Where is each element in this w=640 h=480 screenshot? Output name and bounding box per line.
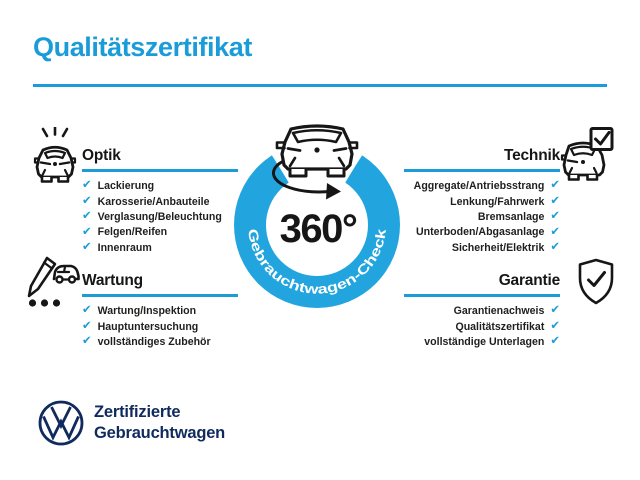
check-icon: ✔ [82, 335, 92, 348]
list-item [82, 319, 238, 334]
item-label: Sicherheit/Elektrik [451, 241, 545, 254]
list-item [82, 194, 238, 209]
section-wartung [82, 271, 238, 350]
section-title-wartung: Wartung [82, 272, 143, 289]
list-item [82, 304, 238, 319]
car-checkbox-icon [559, 126, 615, 182]
item-label: Lackierung [97, 180, 155, 193]
list-item [404, 240, 560, 255]
item-label: Lenkung/Fahrwerk [450, 195, 545, 208]
section-garantie [404, 271, 560, 350]
list-item [82, 240, 238, 255]
list-item [404, 319, 560, 334]
check-icon: ✔ [550, 210, 560, 223]
section-optik [82, 146, 238, 255]
brand-line-2: Gebrauchtwagen [94, 424, 226, 442]
item-label: Qualitätszertifikat [455, 320, 545, 333]
list-item [82, 209, 238, 224]
list-item [82, 179, 238, 194]
section-title-technik: Technik [503, 147, 560, 164]
section-technik [404, 146, 560, 255]
degrees-label: 360° [279, 207, 357, 251]
page-title: Qualitätszertifikat [33, 32, 252, 62]
checklist-wartung [82, 304, 238, 350]
item-label: Wartung/Inspektion [97, 305, 197, 318]
checklist-technik [404, 179, 560, 256]
list-item [404, 209, 560, 224]
item-label: vollständige Unterlagen [424, 335, 545, 348]
list-item [82, 334, 238, 349]
check-icon: ✔ [82, 225, 92, 238]
check-icon: ✔ [550, 319, 560, 332]
section-title-optik: Optik [82, 147, 121, 164]
section-underline [82, 294, 238, 297]
item-label: Felgen/Reifen [97, 226, 168, 239]
section-underline [82, 169, 238, 172]
service-checklist-icon [25, 255, 82, 313]
check-icon: ✔ [550, 335, 560, 348]
checklist-garantie [404, 304, 560, 350]
list-item [404, 179, 560, 194]
car-shine-icon [30, 127, 80, 183]
check-icon: ✔ [550, 304, 560, 317]
list-item [404, 225, 560, 240]
list-item [82, 225, 238, 240]
item-label: vollständiges Zubehör [97, 335, 211, 348]
car-front-icon [277, 126, 357, 176]
section-underline [404, 169, 560, 172]
brand-text [94, 402, 225, 444]
check-icon: ✔ [82, 319, 92, 332]
section-title-garantie: Garantie [498, 272, 560, 289]
list-item [404, 334, 560, 349]
section-underline [404, 294, 560, 297]
vw-logo [37, 399, 85, 447]
check-icon: ✔ [82, 179, 92, 192]
check-icon: ✔ [82, 194, 92, 207]
item-label: Innenraum [97, 241, 152, 254]
item-label: Karosserie/Anbauteile [97, 195, 210, 208]
ring-label: Gebrauchtwagen-Check [244, 227, 389, 297]
shield-check-icon [573, 257, 619, 307]
check-icon: ✔ [550, 194, 560, 207]
item-label: Verglasung/Beleuchtung [97, 210, 222, 223]
check-icon: ✔ [82, 304, 92, 317]
check-icon: ✔ [550, 241, 560, 253]
item-label: Hauptuntersuchung [97, 320, 199, 333]
brand-line-1: Zertifizierte [94, 403, 181, 421]
check-icon: ✔ [82, 210, 92, 223]
item-label: Aggregate/Antriebsstrang [413, 180, 545, 193]
item-label: Garantienachweis [453, 305, 545, 318]
check-icon: ✔ [550, 179, 560, 192]
item-label: Unterboden/Abgasanlage [416, 226, 545, 239]
badge-360-check [229, 112, 405, 310]
check-icon: ✔ [550, 225, 560, 238]
check-icon: ✔ [82, 241, 92, 253]
list-item [404, 304, 560, 319]
list-item [404, 194, 560, 209]
title-divider [33, 84, 607, 87]
checklist-optik [82, 179, 238, 256]
item-label: Bremsanlage [477, 210, 545, 223]
